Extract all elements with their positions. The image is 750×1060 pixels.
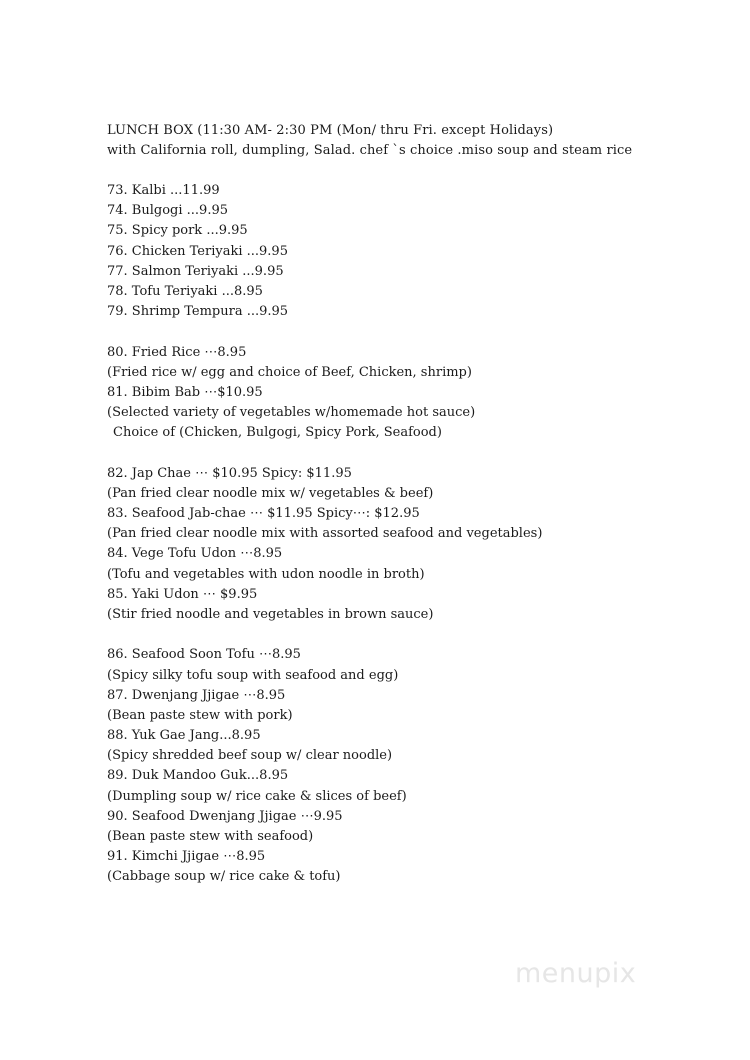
item-description: (Cabbage soup w/ rice cake & tofu) — [107, 869, 341, 885]
item-description: (Pan fried clear noodle mix w/ vegetables & beef) — [107, 485, 434, 501]
menu-item: 84. Vege Tofu Udon ⋯8.95 — [107, 546, 283, 562]
menupix-watermark: menupix — [515, 958, 637, 989]
item-description: (Bean paste stew with pork) — [107, 707, 293, 723]
menu-item: 87. Dwenjang Jjigae ⋯8.95 — [107, 687, 286, 703]
menu-item: 85. Yaki Udon ⋯ $9.95 — [107, 586, 258, 602]
menu-item: 76. Chicken Teriyaki ...9.95 — [107, 243, 288, 259]
menu-section — [107, 181, 542, 322]
menu-item: 88. Yuk Gae Jang...8.95 — [107, 728, 261, 744]
item-description: (Pan fried clear noodle mix with assorted seafood and vegetables) — [107, 526, 543, 542]
heading-line-1: LUNCH BOX (11:30 AM- 2:30 PM (Mon/ thru Fri. except Holidays) — [107, 123, 554, 138]
item-description: (Tofu and vegetables with udon noodle in broth) — [107, 566, 425, 582]
menu-item: 82. Jap Chae ⋯ $10.95 Spicy: $11.95 — [107, 465, 352, 481]
item-description: (Fried rice w/ egg and choice of Beef, Chicken, shrimp) — [107, 364, 472, 380]
menu-item: 89. Duk Mandoo Guk...8.95 — [107, 768, 289, 784]
menu-item: 81. Bibim Bab ⋯$10.95 — [107, 384, 263, 400]
menu-item: 86. Seafood Soon Tofu ⋯8.95 — [107, 647, 301, 663]
menu-item: 75. Spicy pork ...9.95 — [107, 223, 248, 239]
item-description: Choice of (Chicken, Bulgogi, Spicy Pork, Seafood) — [113, 425, 442, 441]
menu-item: 91. Kimchi Jjigae ⋯8.95 — [107, 849, 266, 865]
lunch-box-heading — [107, 121, 632, 161]
menu-section — [107, 464, 542, 626]
menu-section — [107, 645, 542, 887]
menu-section — [107, 343, 542, 444]
menu-item: 78. Tofu Teriyaki ...8.95 — [107, 283, 263, 299]
item-description: (Stir fried noodle and vegetables in brown sauce) — [107, 606, 434, 622]
menu-item: 83. Seafood Jab-chae ⋯ $11.95 Spicy⋯: $12.95 — [107, 506, 420, 521]
menu-item: 77. Salmon Teriyaki ...9.95 — [107, 263, 284, 279]
menu-item: 79. Shrimp Tempura ...9.95 — [107, 304, 289, 320]
item-description: (Bean paste stew with seafood) — [107, 829, 314, 844]
item-description: (Dumpling soup w/ rice cake & slices of beef) — [107, 788, 407, 804]
item-description: (Spicy shredded beef soup w/ clear noodle) — [107, 748, 393, 764]
menu-item: 90. Seafood Dwenjang Jjigae ⋯9.95 — [107, 808, 343, 824]
menu-item: 80. Fried Rice ⋯8.95 — [107, 344, 247, 360]
item-description: (Selected variety of vegetables w/homemade hot sauce) — [107, 405, 476, 421]
item-description: (Spicy silky tofu soup with seafood and egg) — [107, 667, 399, 683]
menu-item: 73. Kalbi ...11.99 — [107, 183, 220, 198]
menu-list — [107, 181, 542, 908]
menu-item: 74. Bulgogi ...9.95 — [107, 203, 228, 219]
heading-line-2: with California roll, dumpling, Salad. chef `s choice .miso soup and steam rice — [107, 143, 633, 158]
